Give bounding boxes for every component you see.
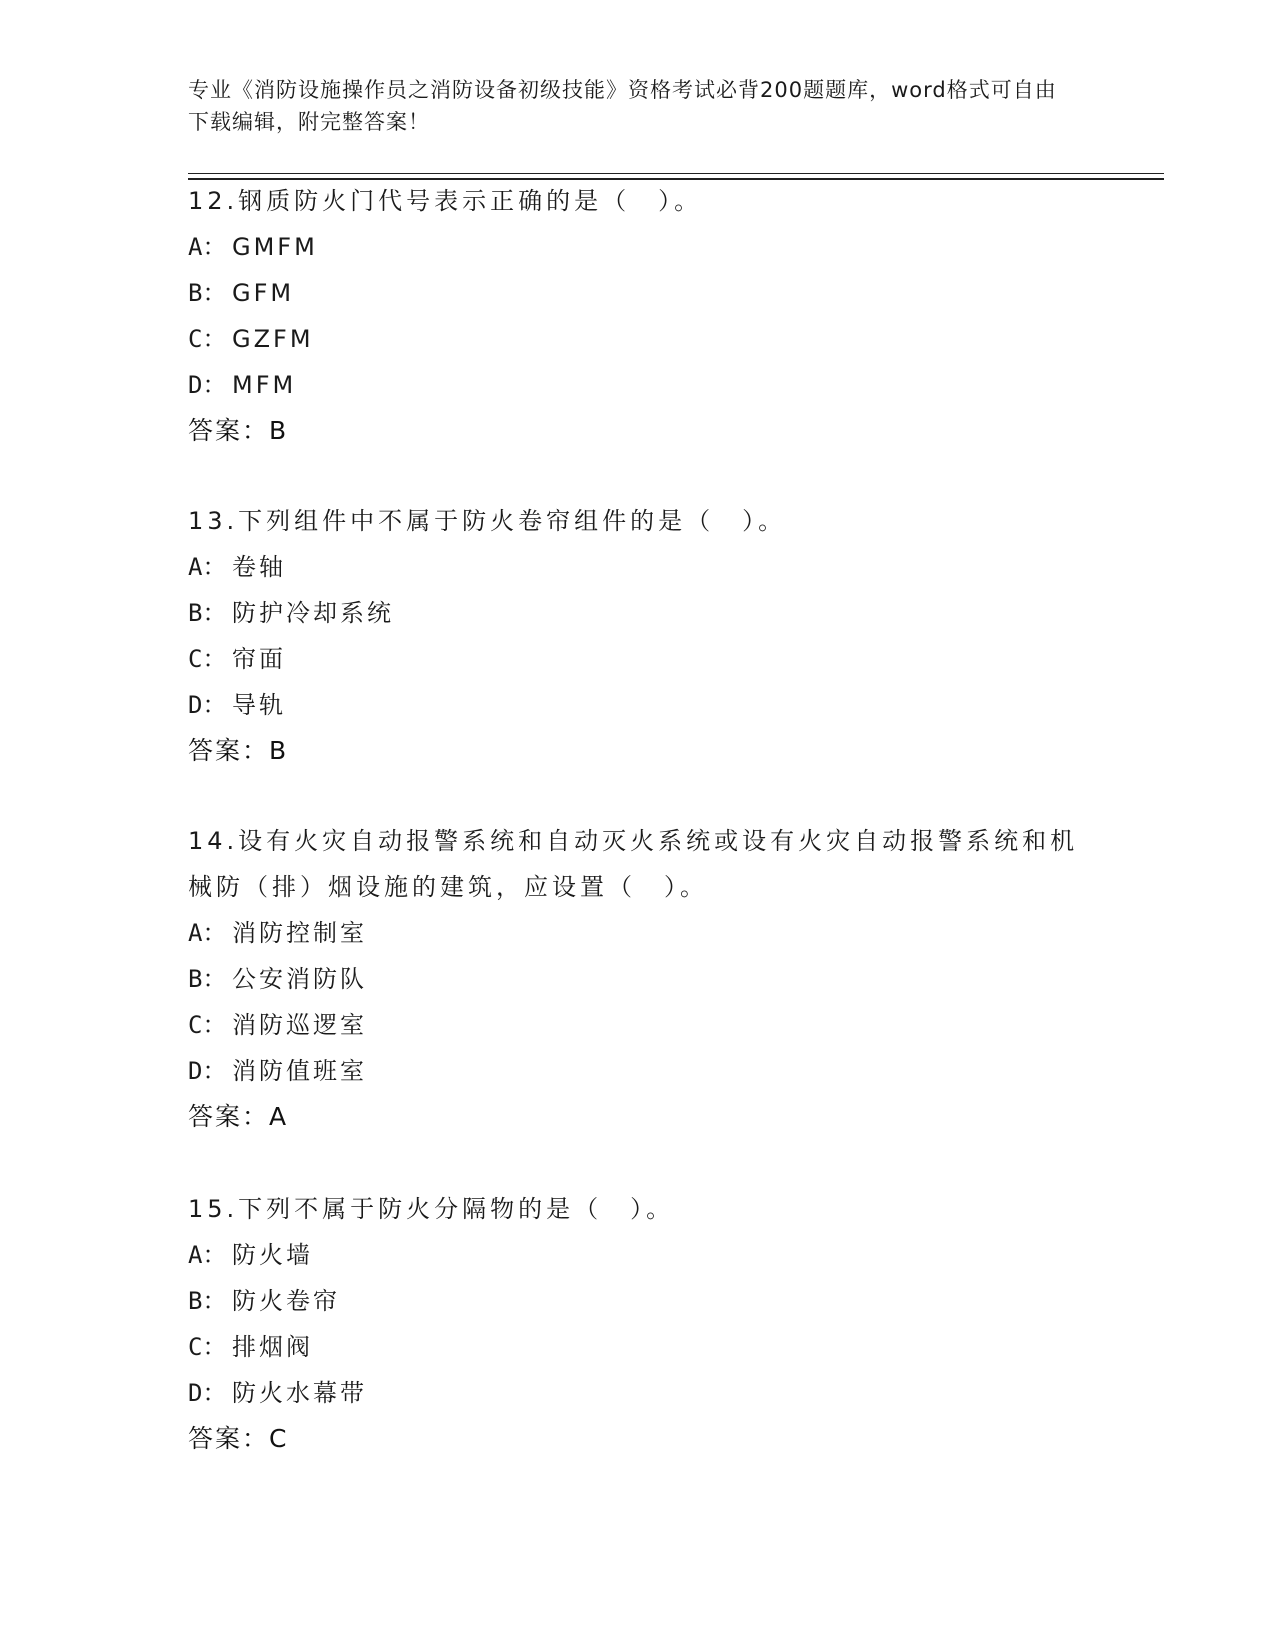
option-key: D： bbox=[188, 1379, 227, 1407]
option-key: A： bbox=[188, 919, 227, 947]
option-d bbox=[188, 1370, 1088, 1416]
answer-line: 答案：C bbox=[188, 1424, 289, 1453]
option-c bbox=[188, 316, 1088, 362]
question-13 bbox=[188, 498, 1088, 774]
option-a bbox=[188, 224, 1088, 270]
option-key: D： bbox=[188, 1057, 227, 1085]
question-14 bbox=[188, 818, 1088, 1140]
option-key: A： bbox=[188, 233, 227, 261]
option-key: C： bbox=[188, 645, 227, 673]
option-text: 防火卷帘 bbox=[232, 1287, 340, 1315]
option-key: A： bbox=[188, 1241, 227, 1269]
answer-line: 答案：A bbox=[188, 1102, 289, 1131]
option-text: 消防值班室 bbox=[232, 1057, 367, 1085]
option-key: B： bbox=[188, 279, 227, 307]
option-text: 帘面 bbox=[232, 645, 286, 673]
option-key: C： bbox=[188, 325, 227, 353]
option-key: D： bbox=[188, 691, 227, 719]
option-text: 消防控制室 bbox=[232, 919, 367, 947]
question-12 bbox=[188, 178, 1088, 454]
question-stem: 15.下列不属于防火分隔物的是（ ）。 bbox=[188, 1195, 675, 1223]
question-stem: 12.钢质防火门代号表示正确的是（ ）。 bbox=[188, 187, 703, 215]
option-text: 消防巡逻室 bbox=[232, 1011, 367, 1039]
option-c bbox=[188, 1002, 1088, 1048]
header-divider-top bbox=[188, 173, 1164, 174]
option-a bbox=[188, 910, 1088, 956]
question-stem: 13.下列组件中不属于防火卷帘组件的是（ ）。 bbox=[188, 507, 787, 535]
option-b bbox=[188, 956, 1088, 1002]
option-key: B： bbox=[188, 1287, 227, 1315]
option-key: A： bbox=[188, 553, 227, 581]
question-15 bbox=[188, 1186, 1088, 1462]
answer-line: 答案：B bbox=[188, 416, 289, 445]
option-text: GFM bbox=[232, 279, 295, 307]
option-text: 导轨 bbox=[232, 691, 286, 719]
option-text: GMFM bbox=[232, 233, 318, 261]
option-d bbox=[188, 682, 1088, 728]
answer-line: 答案：B bbox=[188, 736, 289, 765]
option-key: D： bbox=[188, 371, 227, 399]
option-d bbox=[188, 1048, 1088, 1094]
option-key: C： bbox=[188, 1333, 227, 1361]
option-b bbox=[188, 590, 1088, 636]
option-c bbox=[188, 636, 1088, 682]
option-text: 防火墙 bbox=[232, 1241, 313, 1269]
option-text: 防火水幕带 bbox=[232, 1379, 367, 1407]
option-text: MFM bbox=[232, 371, 297, 399]
option-text: 公安消防队 bbox=[232, 965, 367, 993]
option-d bbox=[188, 362, 1088, 408]
question-stem: 14.设有火灾自动报警系统和自动灭火系统或设有火灾自动报警系统和机械防（排）烟设施的建筑，应设置（ ）。 bbox=[188, 827, 1079, 901]
option-text: 卷轴 bbox=[232, 553, 286, 581]
option-key: C： bbox=[188, 1011, 227, 1039]
option-c bbox=[188, 1324, 1088, 1370]
option-key: B： bbox=[188, 599, 227, 627]
option-b bbox=[188, 270, 1088, 316]
option-text: 排烟阀 bbox=[232, 1333, 313, 1361]
option-a bbox=[188, 1232, 1088, 1278]
option-a bbox=[188, 544, 1088, 590]
option-key: B： bbox=[188, 965, 227, 993]
option-text: 防护冷却系统 bbox=[232, 599, 394, 627]
document-title: 专业《消防设施操作员之消防设备初级技能》资格考试必背200题题库，word格式可自由下载编辑，附完整答案！ bbox=[188, 78, 1057, 134]
option-text: GZFM bbox=[232, 325, 314, 353]
option-b bbox=[188, 1278, 1088, 1324]
